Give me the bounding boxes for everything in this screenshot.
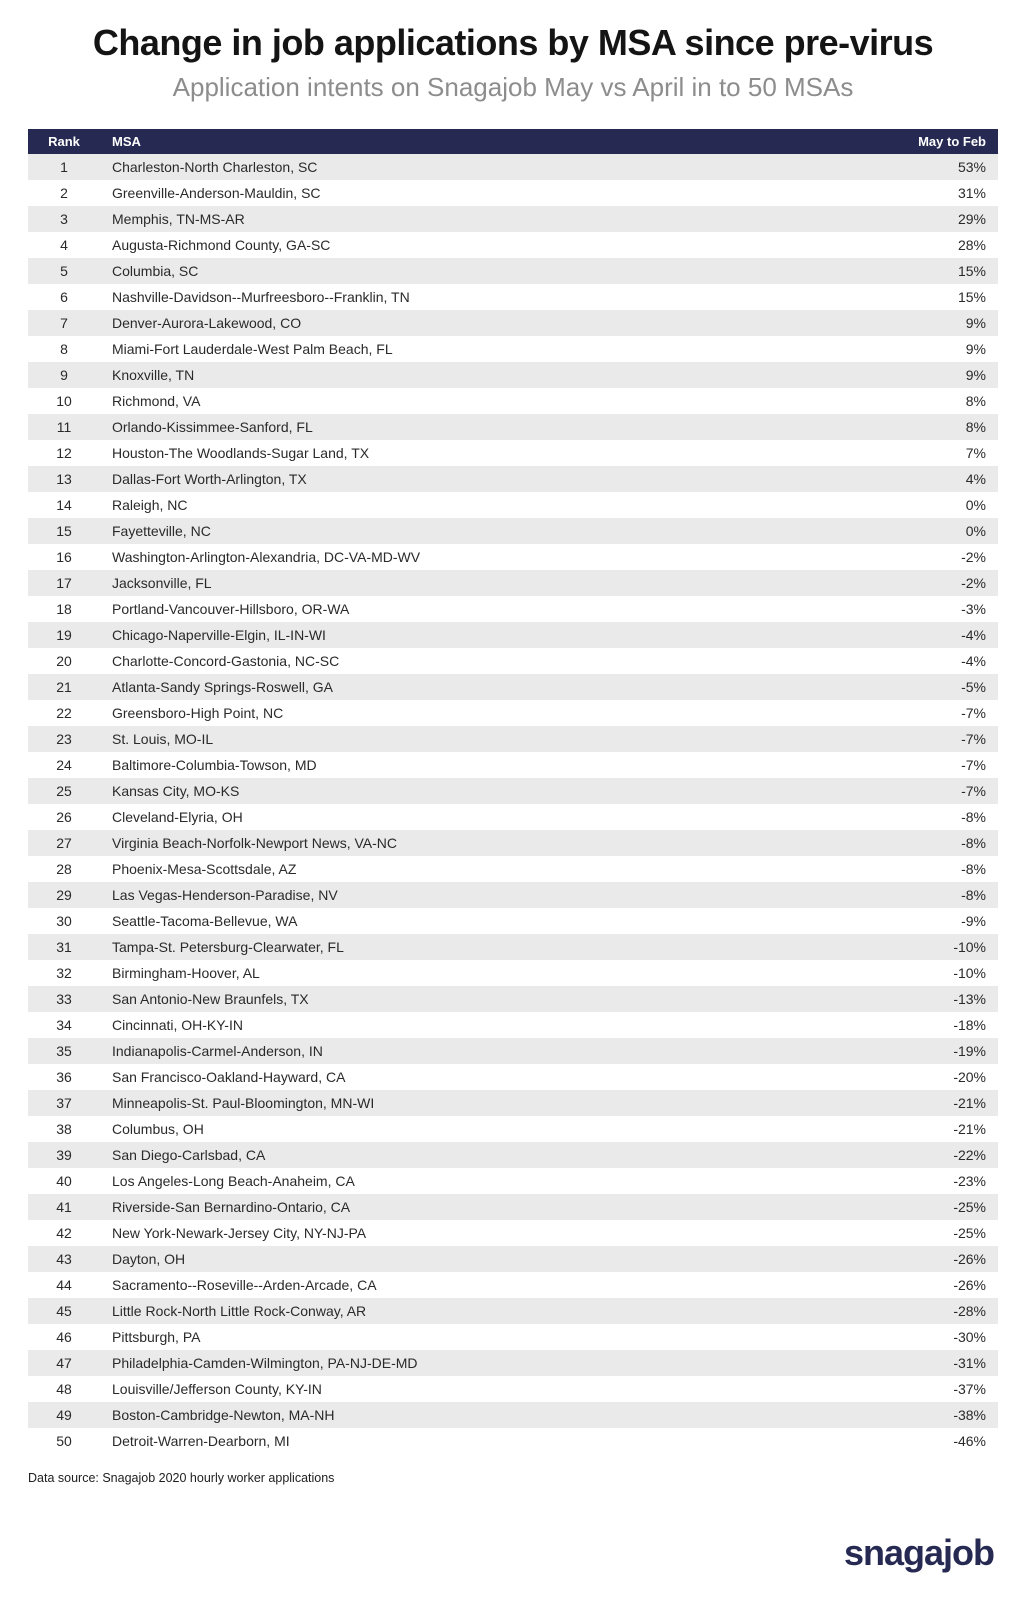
msa-cell: Pittsburgh, PA — [112, 1329, 201, 1345]
msa-cell: Tampa-St. Petersburg-Clearwater, FL — [112, 939, 344, 955]
rank-cell: 13 — [56, 471, 72, 487]
msa-cell: Nashville-Davidson--Murfreesboro--Franklin, TN — [112, 289, 410, 305]
msa-cell: Fayetteville, NC — [112, 523, 211, 539]
table-row — [28, 1064, 998, 1090]
table-row — [28, 414, 998, 440]
may-to-feb-cell: -4% — [961, 627, 986, 643]
may-to-feb-cell: -4% — [961, 653, 986, 669]
msa-cell: Augusta-Richmond County, GA-SC — [112, 237, 331, 253]
msa-cell: Raleigh, NC — [112, 497, 188, 513]
msa-cell: Virginia Beach-Norfolk-Newport News, VA-NC — [112, 835, 398, 851]
may-to-feb-cell: 9% — [965, 315, 986, 331]
msa-cell: Little Rock-North Little Rock-Conway, AR — [112, 1303, 367, 1319]
rank-cell: 22 — [56, 705, 72, 721]
rank-cell: 34 — [56, 1017, 72, 1033]
rank-cell: 49 — [56, 1407, 72, 1423]
table-row — [28, 908, 998, 934]
rank-cell: 40 — [56, 1173, 72, 1189]
table-row — [28, 258, 998, 284]
msa-cell: Columbia, SC — [112, 263, 199, 279]
rank-cell: 43 — [56, 1251, 72, 1267]
table-row — [28, 622, 998, 648]
table-row — [28, 1428, 998, 1454]
msa-cell: Charlotte-Concord-Gastonia, NC-SC — [112, 653, 340, 669]
rank-cell: 17 — [56, 575, 72, 591]
table-row — [28, 1142, 998, 1168]
rank-cell: 10 — [56, 393, 72, 409]
rank-cell: 4 — [60, 237, 68, 253]
may-to-feb-cell: 0% — [965, 497, 986, 513]
msa-cell: Dallas-Fort Worth-Arlington, TX — [112, 471, 307, 487]
msa-cell: Boston-Cambridge-Newton, MA-NH — [112, 1407, 335, 1423]
table-body — [28, 154, 998, 1454]
table-row — [28, 310, 998, 336]
table-row — [28, 1350, 998, 1376]
may-to-feb-cell: -7% — [961, 731, 986, 747]
rank-cell: 47 — [56, 1355, 72, 1371]
may-to-feb-cell: 53% — [957, 159, 986, 175]
table-row — [28, 1220, 998, 1246]
may-to-feb-cell: 7% — [965, 445, 986, 461]
rank-cell: 44 — [56, 1277, 72, 1293]
may-to-feb-cell: -10% — [953, 939, 986, 955]
msa-cell: Riverside-San Bernardino-Ontario, CA — [112, 1199, 351, 1215]
data-source-note: Data source: Snagajob 2020 hourly worker applications — [28, 1471, 335, 1485]
table-row — [28, 1012, 998, 1038]
may-to-feb-cell: 31% — [957, 185, 986, 201]
rank-cell: 29 — [56, 887, 72, 903]
msa-cell: Birmingham-Hoover, AL — [112, 965, 260, 981]
msa-cell: Dayton, OH — [112, 1251, 186, 1267]
may-to-feb-cell: -37% — [953, 1381, 986, 1397]
msa-cell: St. Louis, MO-IL — [112, 731, 214, 747]
table-row — [28, 960, 998, 986]
msa-cell: Memphis, TN-MS-AR — [112, 211, 245, 227]
table-row — [28, 986, 998, 1012]
table-row — [28, 856, 998, 882]
msa-cell: Miami-Fort Lauderdale-West Palm Beach, FL — [112, 341, 393, 357]
table-row — [28, 1272, 998, 1298]
may-to-feb-cell: -30% — [953, 1329, 986, 1345]
table-row — [28, 284, 998, 310]
table-header — [28, 129, 998, 154]
rank-cell: 5 — [60, 263, 68, 279]
rank-cell: 27 — [56, 835, 72, 851]
may-to-feb-cell: -21% — [953, 1095, 986, 1111]
table-row — [28, 830, 998, 856]
may-to-feb-cell: -10% — [953, 965, 986, 981]
may-to-feb-cell: 9% — [965, 341, 986, 357]
may-to-feb-cell: 0% — [965, 523, 986, 539]
table-row — [28, 882, 998, 908]
rank-cell: 23 — [56, 731, 72, 747]
rank-cell: 41 — [56, 1199, 72, 1215]
msa-cell: Cincinnati, OH-KY-IN — [112, 1017, 243, 1033]
table-row — [28, 1038, 998, 1064]
may-to-feb-cell: -26% — [953, 1277, 986, 1293]
msa-cell: Seattle-Tacoma-Bellevue, WA — [112, 913, 298, 929]
rank-cell: 28 — [56, 861, 72, 877]
msa-cell: Atlanta-Sandy Springs-Roswell, GA — [112, 679, 333, 695]
column-header-may-to-feb: May to Feb — [568, 129, 998, 154]
table-row — [28, 492, 998, 518]
msa-cell: San Antonio-New Braunfels, TX — [112, 991, 309, 1007]
rank-cell: 21 — [56, 679, 72, 695]
msa-cell: Minneapolis-St. Paul-Bloomington, MN-WI — [112, 1095, 375, 1111]
rank-cell: 50 — [56, 1433, 72, 1449]
may-to-feb-cell: -19% — [953, 1043, 986, 1059]
msa-cell: Washington-Arlington-Alexandria, DC-VA-MD-WV — [112, 549, 421, 565]
rank-cell: 48 — [56, 1381, 72, 1397]
may-to-feb-cell: -28% — [953, 1303, 986, 1319]
table-row — [28, 934, 998, 960]
rank-cell: 18 — [56, 601, 72, 617]
may-to-feb-cell: -31% — [953, 1355, 986, 1371]
may-to-feb-cell: -9% — [961, 913, 986, 929]
table-row — [28, 180, 998, 206]
may-to-feb-cell: -2% — [961, 549, 986, 565]
may-to-feb-cell: -25% — [953, 1225, 986, 1241]
msa-cell: New York-Newark-Jersey City, NY-NJ-PA — [112, 1225, 367, 1241]
page-title: Change in job applications by MSA since pre-virus — [92, 22, 934, 63]
msa-cell: Indianapolis-Carmel-Anderson, IN — [112, 1043, 323, 1059]
msa-cell: Kansas City, MO-KS — [112, 783, 240, 799]
msa-cell: Las Vegas-Henderson-Paradise, NV — [112, 887, 338, 903]
table-row — [28, 232, 998, 258]
rank-cell: 6 — [60, 289, 68, 305]
may-to-feb-cell: -7% — [961, 783, 986, 799]
msa-cell: Louisville/Jefferson County, KY-IN — [112, 1381, 322, 1397]
table-row — [28, 1194, 998, 1220]
may-to-feb-cell: -38% — [953, 1407, 986, 1423]
msa-cell: Charleston-North Charleston, SC — [112, 159, 318, 175]
may-to-feb-cell: -18% — [953, 1017, 986, 1033]
column-header-rank: Rank — [28, 129, 100, 154]
may-to-feb-cell: -8% — [961, 887, 986, 903]
may-to-feb-cell: -3% — [961, 601, 986, 617]
msa-cell: Portland-Vancouver-Hillsboro, OR-WA — [112, 601, 350, 617]
msa-cell: Sacramento--Roseville--Arden-Arcade, CA — [112, 1277, 377, 1293]
table-row — [28, 466, 998, 492]
table-row — [28, 674, 998, 700]
rank-cell: 35 — [56, 1043, 72, 1059]
column-header-msa: MSA — [100, 129, 568, 154]
msa-cell: Richmond, VA — [112, 393, 201, 409]
rank-cell: 20 — [56, 653, 72, 669]
msa-cell: San Diego-Carlsbad, CA — [112, 1147, 266, 1163]
msa-cell: Orlando-Kissimmee-Sanford, FL — [112, 419, 313, 435]
table-row — [28, 1324, 998, 1350]
rank-cell: 39 — [56, 1147, 72, 1163]
rank-cell: 7 — [60, 315, 68, 331]
msa-cell: Denver-Aurora-Lakewood, CO — [112, 315, 302, 331]
msa-cell: Philadelphia-Camden-Wilmington, PA-NJ-DE-MD — [112, 1355, 418, 1371]
rank-cell: 36 — [56, 1069, 72, 1085]
table-row — [28, 388, 998, 414]
rank-cell: 12 — [56, 445, 72, 461]
table-row — [28, 778, 998, 804]
msa-rank-table — [28, 129, 998, 1454]
rank-cell: 11 — [56, 419, 72, 435]
table-row — [28, 700, 998, 726]
may-to-feb-cell: 9% — [965, 367, 986, 383]
msa-cell: Baltimore-Columbia-Towson, MD — [112, 757, 317, 773]
msa-cell: Knoxville, TN — [112, 367, 195, 383]
table-row — [28, 1246, 998, 1272]
may-to-feb-cell: -7% — [961, 757, 986, 773]
msa-cell: San Francisco-Oakland-Hayward, CA — [112, 1069, 346, 1085]
rank-cell: 31 — [56, 939, 72, 955]
rank-cell: 15 — [56, 523, 72, 539]
rank-cell: 32 — [56, 965, 72, 981]
table-row — [28, 1090, 998, 1116]
table-row — [28, 596, 998, 622]
rank-cell: 33 — [56, 991, 72, 1007]
table-row — [28, 648, 998, 674]
may-to-feb-cell: -20% — [953, 1069, 986, 1085]
msa-cell: Los Angeles-Long Beach-Anaheim, CA — [112, 1173, 355, 1189]
table-row — [28, 154, 998, 180]
rank-cell: 46 — [56, 1329, 72, 1345]
table-row — [28, 752, 998, 778]
table-row — [28, 1402, 998, 1428]
table-row — [28, 1376, 998, 1402]
table-row — [28, 726, 998, 752]
may-to-feb-cell: -26% — [953, 1251, 986, 1267]
rank-cell: 9 — [60, 367, 68, 383]
rank-cell: 8 — [60, 341, 68, 357]
may-to-feb-cell: -5% — [961, 679, 986, 695]
may-to-feb-cell: 8% — [965, 419, 986, 435]
table-row — [28, 1298, 998, 1324]
may-to-feb-cell: -7% — [961, 705, 986, 721]
table-row — [28, 440, 998, 466]
may-to-feb-cell: -13% — [953, 991, 986, 1007]
msa-cell: Columbus, OH — [112, 1121, 204, 1137]
table-row — [28, 804, 998, 830]
rank-cell: 24 — [56, 757, 72, 773]
table-row — [28, 206, 998, 232]
rank-cell: 42 — [56, 1225, 72, 1241]
table-row — [28, 518, 998, 544]
may-to-feb-cell: -8% — [961, 809, 986, 825]
rank-cell: 37 — [56, 1095, 72, 1111]
may-to-feb-cell: -21% — [953, 1121, 986, 1137]
table-row — [28, 1168, 998, 1194]
rank-cell: 38 — [56, 1121, 72, 1137]
msa-cell: Greensboro-High Point, NC — [112, 705, 284, 721]
may-to-feb-cell: -46% — [953, 1433, 986, 1449]
may-to-feb-cell: -8% — [961, 861, 986, 877]
may-to-feb-cell: 4% — [965, 471, 986, 487]
may-to-feb-cell: -8% — [961, 835, 986, 851]
rank-cell: 1 — [60, 159, 68, 175]
msa-cell: Jacksonville, FL — [112, 575, 212, 591]
msa-cell: Houston-The Woodlands-Sugar Land, TX — [112, 445, 370, 461]
msa-cell: Phoenix-Mesa-Scottsdale, AZ — [112, 861, 297, 877]
table-row — [28, 544, 998, 570]
rank-cell: 3 — [60, 211, 68, 227]
table-row — [28, 336, 998, 362]
may-to-feb-cell: 15% — [957, 289, 986, 305]
msa-cell: Detroit-Warren-Dearborn, MI — [112, 1433, 290, 1449]
page-subtitle: Application intents on Snagajob May vs April in to 50 MSAs — [172, 72, 854, 102]
msa-cell: Cleveland-Elyria, OH — [112, 809, 243, 825]
rank-cell: 45 — [56, 1303, 72, 1319]
table-row — [28, 1116, 998, 1142]
rank-cell: 19 — [56, 627, 72, 643]
table-row — [28, 362, 998, 388]
msa-cell: Greenville-Anderson-Mauldin, SC — [112, 185, 321, 201]
may-to-feb-cell: -25% — [953, 1199, 986, 1215]
may-to-feb-cell: 8% — [965, 393, 986, 409]
may-to-feb-cell: 29% — [957, 211, 986, 227]
rank-cell: 30 — [56, 913, 72, 929]
table-row — [28, 570, 998, 596]
rank-cell: 26 — [56, 809, 72, 825]
rank-cell: 14 — [56, 497, 72, 513]
table-header-row — [28, 129, 998, 154]
may-to-feb-cell: -23% — [953, 1173, 986, 1189]
rank-cell: 2 — [60, 185, 68, 201]
rank-cell: 16 — [56, 549, 72, 565]
may-to-feb-cell: 28% — [957, 237, 986, 253]
may-to-feb-cell: -2% — [961, 575, 986, 591]
msa-cell: Chicago-Naperville-Elgin, IL-IN-WI — [112, 627, 326, 643]
may-to-feb-cell: 15% — [957, 263, 986, 279]
rank-cell: 25 — [56, 783, 72, 799]
may-to-feb-cell: -22% — [953, 1147, 986, 1163]
snagajob-logo: snagajob — [843, 1532, 994, 1573]
